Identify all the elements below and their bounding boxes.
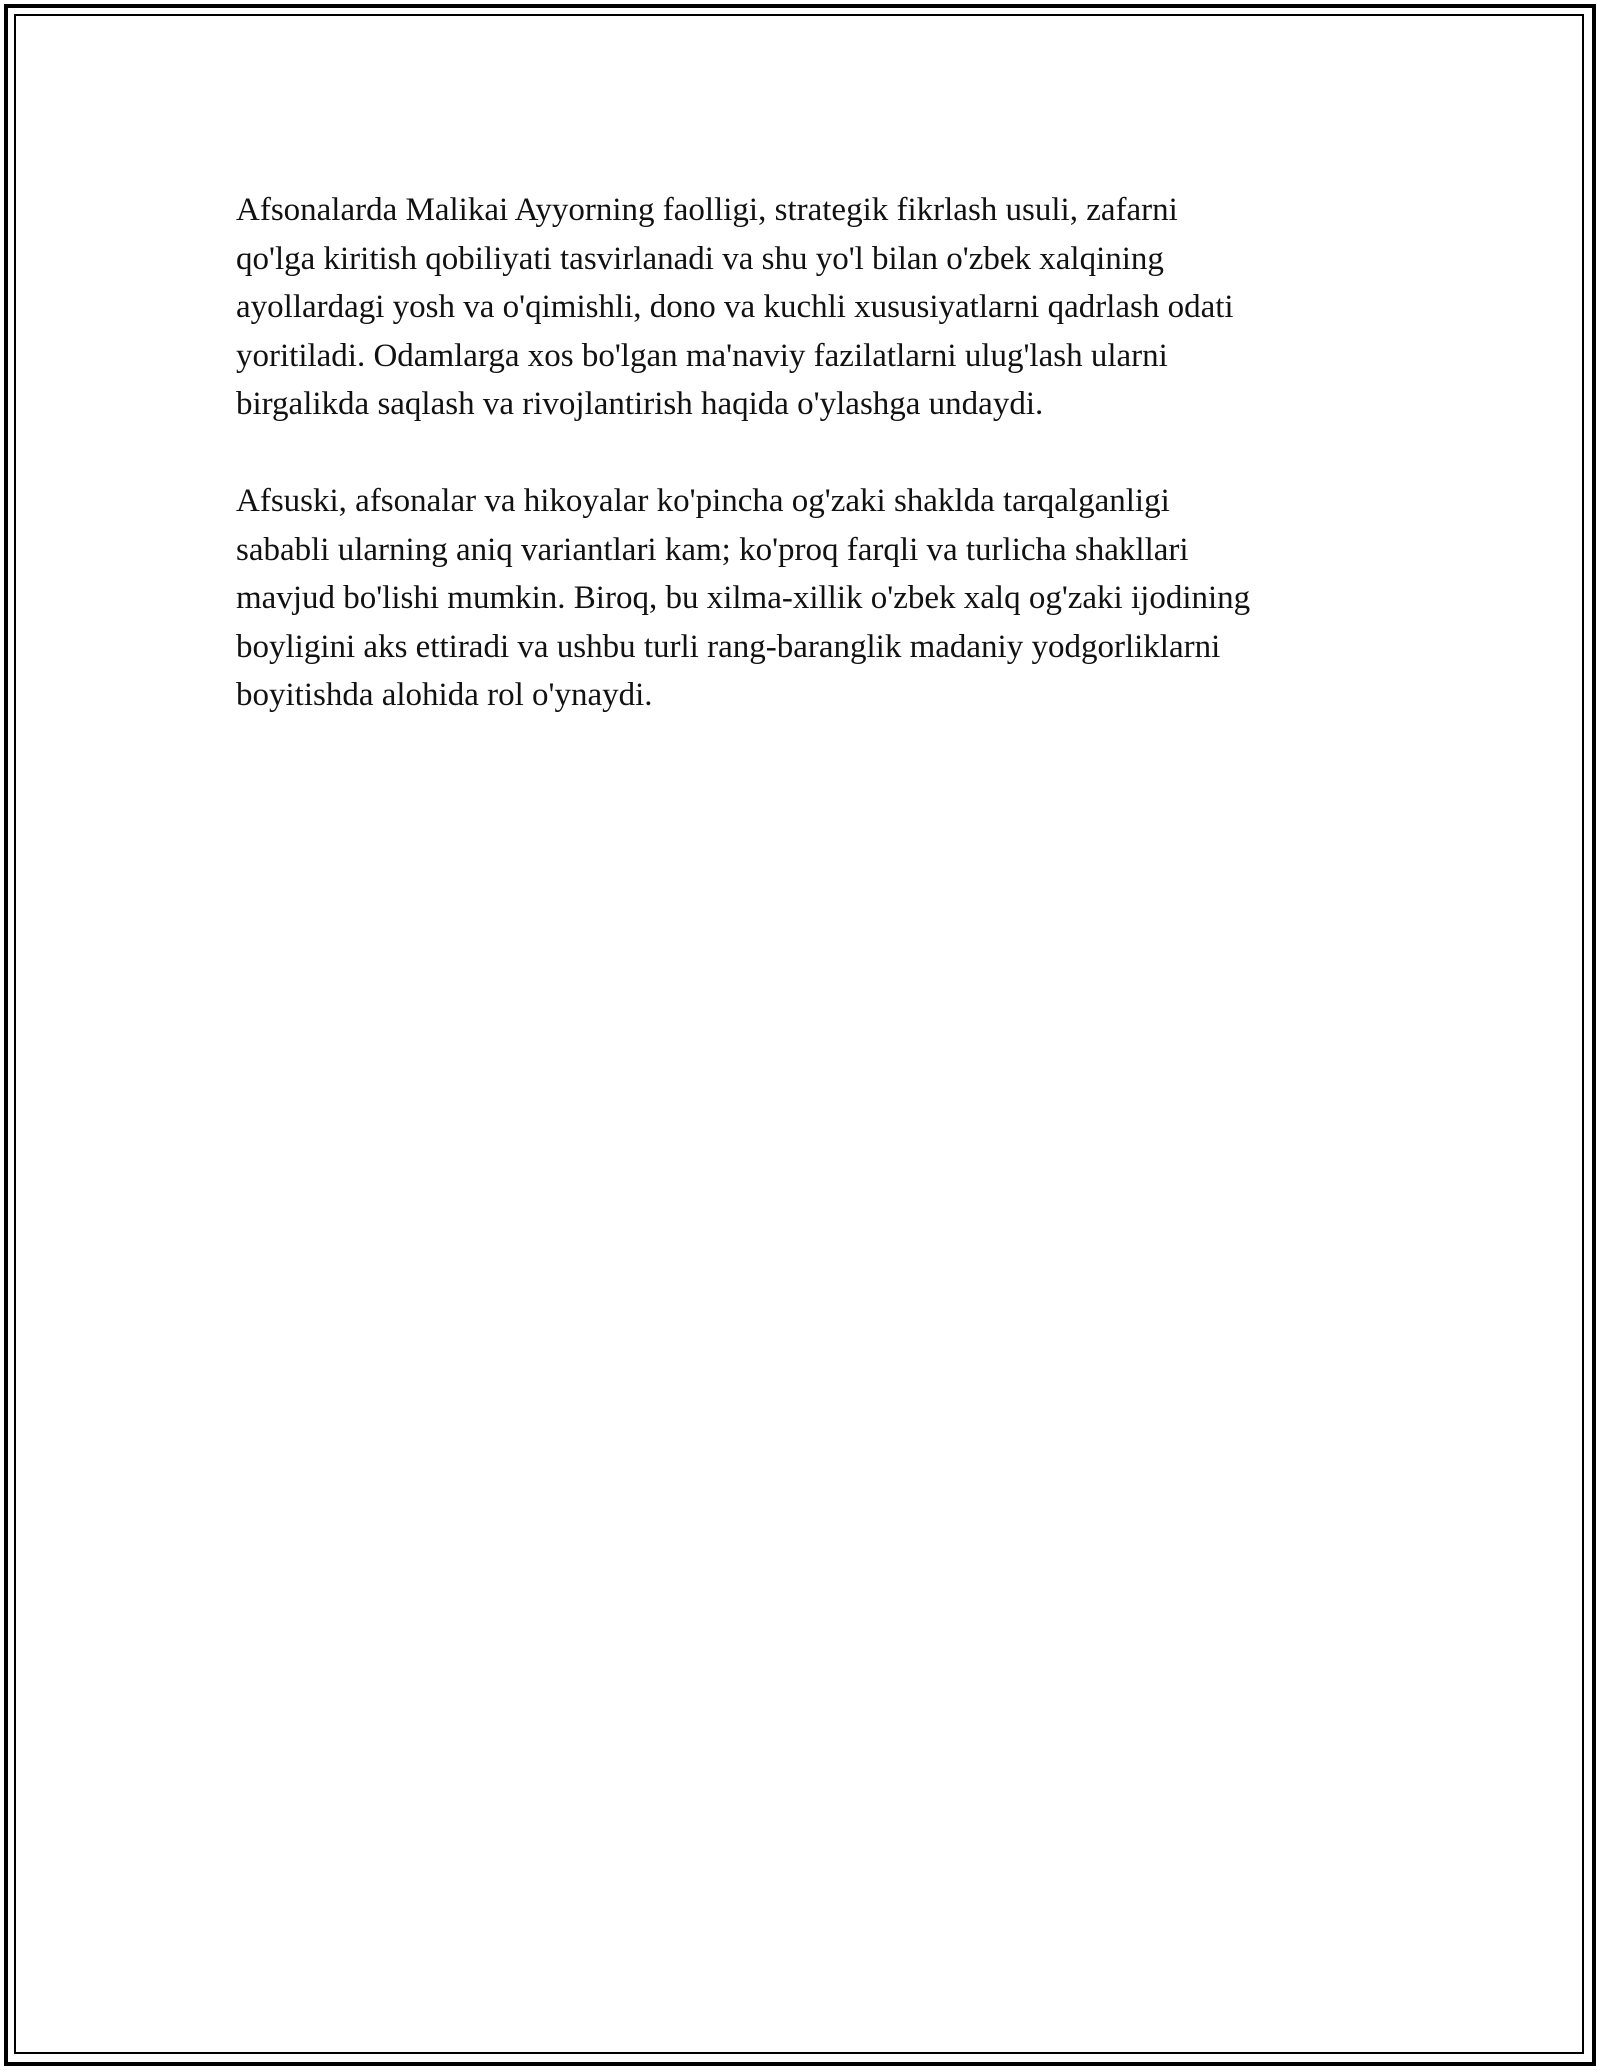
paragraph-line: boyligini aks ettiradi va ushbu turli rang-baranglik madaniy yodgorliklarni — [236, 628, 1221, 665]
paragraph-line: Afsuski, afsonalar va hikoyalar ko'pincha og'zaki shaklda tarqalganligi — [236, 482, 1170, 519]
paragraph-line: birgalikda saqlash va rivojlantirish haqida o'ylashga undaydi. — [236, 386, 1044, 423]
paragraph-line: ayollardagi yosh va o'qimishli, dono va kuchli xususiyatlarni qadrlash odati — [236, 289, 1234, 326]
paragraph-line: mavjud bo'lishi mumkin. Biroq, bu xilma-xillik o'zbek xalq og'zaki ijodining — [236, 580, 1251, 617]
paragraph-1 — [236, 186, 1366, 429]
document-body — [236, 186, 1366, 768]
paragraph-line: boyitishda alohida rol o'ynaydi. — [236, 677, 653, 714]
paragraph-line: qo'lga kiritish qobiliyati tasvirlanadi va shu yo'l bilan o'zbek xalqining — [236, 240, 1164, 277]
paragraph-2 — [236, 477, 1366, 720]
paragraph-line: sababli ularning aniq variantlari kam; ko'proq farqli va turlicha shakllari — [236, 531, 1189, 568]
paragraph-line: Afsonalarda Malikai Ayyorning faolligi, strategik fikrlash usuli, zafarni — [236, 192, 1178, 228]
paragraph-line: yoritiladi. Odamlarga xos bo'lgan ma'naviy fazilatlarni ulug'lash ularni — [236, 337, 1168, 374]
